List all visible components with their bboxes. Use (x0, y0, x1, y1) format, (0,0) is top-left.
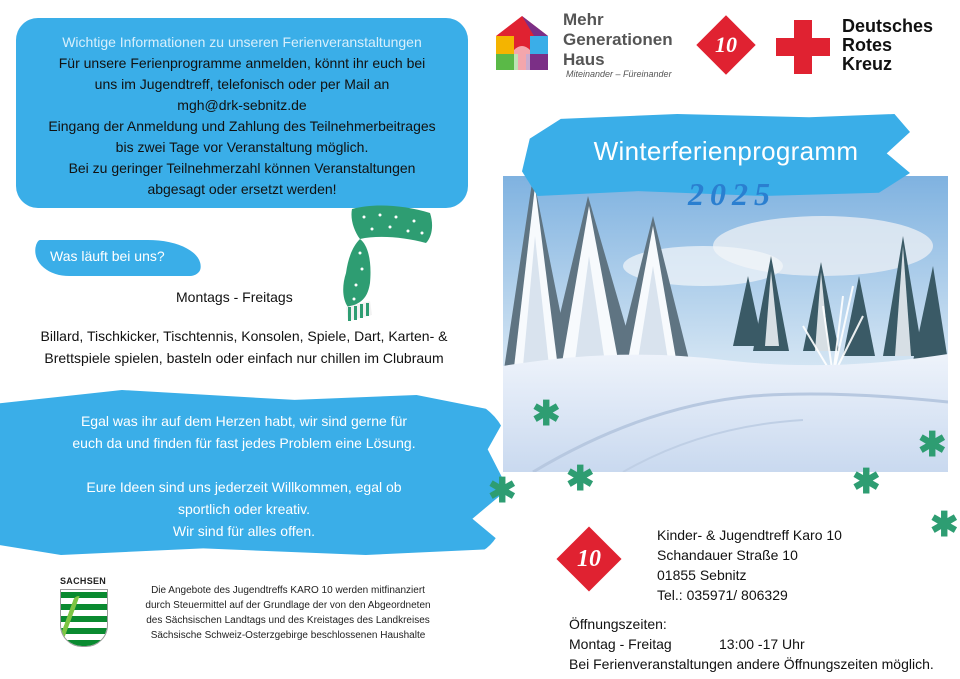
scarf-illustration (334, 203, 438, 327)
hours-heading: Öffnungszeiten: (569, 616, 667, 632)
mgh-line: Generationen (563, 30, 673, 49)
funding-line: Die Angebote des Jugendtreffs KARO 10 werden mitfinanziert (151, 585, 425, 596)
contact-name: Kinder- & Jugendtreff Karo 10 (657, 527, 842, 543)
program-heading: Was läuft bei uns? (50, 248, 165, 264)
info-line: Eingang der Anmeldung und Zahlung des Teilnehmerbeitrages (48, 118, 436, 134)
funding-line: Sächsische Schweiz-Osterzgebirge beschlossenen Haushalte (150, 630, 426, 641)
help-line: euch da und finden für fast jedes Problem eine Lösung. (72, 435, 416, 451)
snowflake-icon: ✱ (852, 463, 881, 501)
snowflake-icon: ✱ (918, 426, 947, 464)
funding-notice (128, 583, 448, 643)
activities-text (14, 325, 474, 369)
info-line: uns im Jugendtreff, telefonisch oder per Mail an (94, 76, 390, 92)
karo-number: 10 (715, 32, 737, 57)
drk-line: Rotes (842, 35, 893, 55)
snowflake-icon: ✱ (566, 460, 595, 498)
snowflake-icon: ✱ (532, 395, 561, 433)
drk-wordmark (842, 17, 933, 74)
activities-line: Billard, Tischkicker, Tischtennis, Konsolen, Spiele, Dart, Karten- & (40, 328, 448, 344)
drk-line: Deutsches (842, 16, 934, 36)
hours-time: 13:00 -17 Uhr (719, 636, 805, 652)
help-text (14, 410, 474, 542)
program-heading-badge (34, 240, 202, 276)
mgh-wordmark (563, 10, 673, 70)
hero-title: Winterferienprogramm (593, 136, 859, 166)
funding-line: durch Steuermittel auf der Grundlage der von den Abgeordneten (145, 600, 431, 611)
crest-shield-icon (60, 589, 108, 647)
hero-year: 2025 (688, 176, 776, 212)
red-cross-icon (776, 20, 830, 74)
info-title: Wichtige Informationen zu unseren Ferienveranstaltungen (62, 34, 422, 50)
help-line: Wir sind für alles offen. (172, 523, 316, 539)
activities-line: Brettspiele spielen, basteln oder einfach nur chillen im Clubraum (44, 350, 444, 366)
info-line: Für unsere Ferienprogramme anmelden, könnt ihr euch bei (58, 55, 426, 71)
help-line: sportlich oder kreativ. (177, 501, 310, 517)
snowflake-icon: ✱ (488, 472, 517, 510)
hours-row (569, 634, 934, 654)
info-line: Bei zu geringer Teilnehmerzahl können Veranstaltungen (68, 160, 416, 176)
karo-number: 10 (577, 546, 601, 572)
snowflake-icon: ✱ (930, 506, 959, 544)
mgh-line: Mehr (563, 10, 604, 29)
mgh-line: Haus (563, 50, 605, 69)
drk-line: Kreuz (842, 54, 893, 74)
help-line: Eure Ideen sind uns jederzeit Willkommen, egal ob (86, 479, 402, 495)
opening-days: Montags - Freitags (176, 289, 293, 305)
funding-line: des Sächsischen Landtags und des Kreistages des Landkreises (146, 615, 430, 626)
winter-landscape-image (503, 176, 948, 472)
contact-block (657, 525, 842, 605)
opening-hours (569, 614, 934, 674)
info-line: abgesagt oder ersetzt werden! (147, 181, 337, 197)
mgh-tagline: Miteinander – Füreinander (566, 69, 672, 79)
contact-city: 01855 Sebnitz (657, 567, 747, 583)
crest-label: SACHSEN (60, 576, 107, 586)
contact-phone[interactable]: Tel.: 035971/ 806329 (657, 587, 788, 603)
hours-note: Bei Ferienveranstaltungen andere Öffnungszeiten möglich. (569, 656, 934, 672)
info-line: bis zwei Tage vor Veranstaltung möglich. (115, 139, 369, 155)
sachsen-crest (60, 576, 116, 662)
hours-days: Montag - Freitag (569, 636, 672, 652)
info-email[interactable]: mgh@drk-sebnitz.de (177, 97, 307, 113)
mgh-house-icon (494, 14, 550, 72)
contact-street: Schandauer Straße 10 (657, 547, 798, 563)
help-line: Egal was ihr auf dem Herzen habt, wir sind gerne für (80, 413, 408, 429)
info-bubble (16, 18, 468, 208)
